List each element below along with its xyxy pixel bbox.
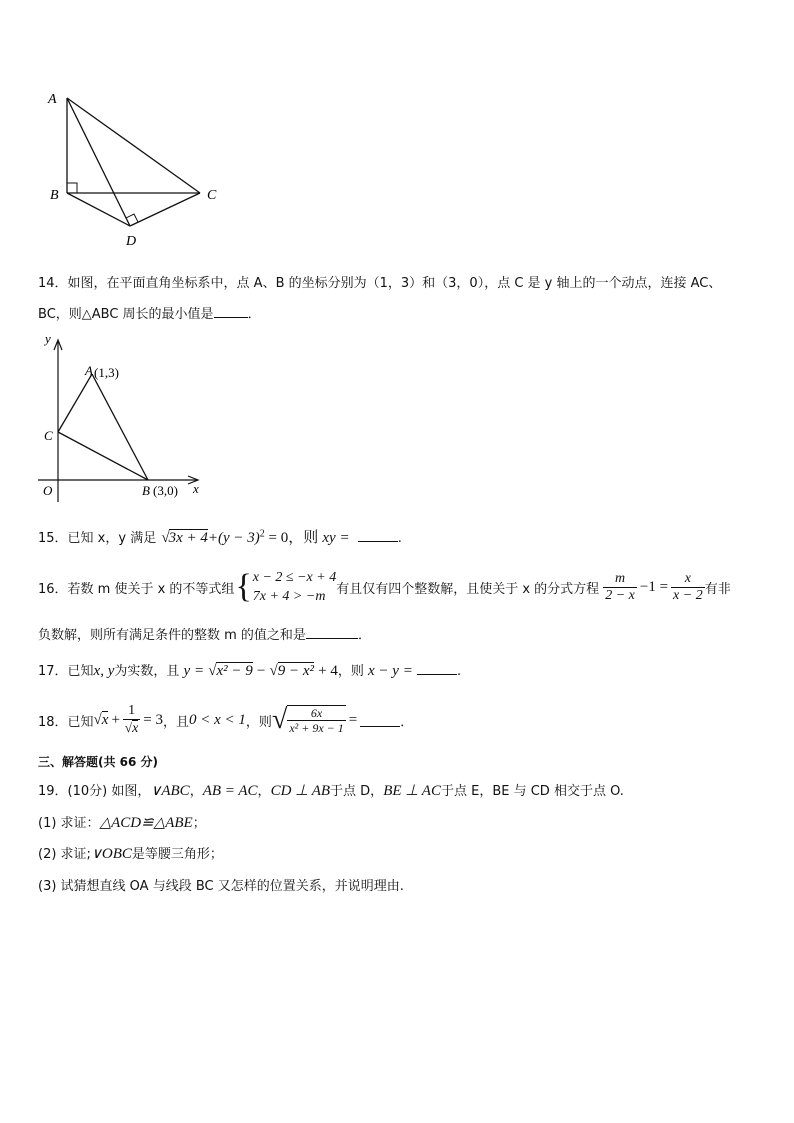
xy-expr: xy = — [322, 530, 350, 546]
label-c: C — [44, 428, 53, 443]
comma: ， — [257, 784, 271, 799]
q16-text: 16．若数 m 使关于 x 的不等式组 — [38, 581, 235, 597]
label-c: C — [207, 188, 217, 203]
fraction-2-den: x − 2 — [673, 587, 703, 603]
question-14-line1: 14．如图，在平面直角坐标系中，点 A、B 的坐标分别为（1，3）和（3，0），点 C 是 y 轴上的一个动点，连接 AC、 — [38, 276, 722, 291]
period: ． — [247, 307, 261, 322]
comma: ， — [189, 784, 203, 799]
condition-2: CD ⊥ AB — [270, 783, 331, 799]
period: . — [456, 664, 462, 679]
label-b: B — [50, 188, 59, 203]
q18-text-2: ，且 — [163, 714, 190, 730]
q15-text: 15．已知 x，y 满足 — [38, 531, 157, 546]
question-18 — [38, 698, 413, 742]
question-17 — [38, 660, 461, 680]
sqrt-sign: √ — [124, 720, 133, 735]
triangle-abc: ∨ABC — [150, 783, 190, 799]
condition-1: AB = AC — [202, 783, 258, 799]
triangle-figure-abcd — [40, 88, 240, 253]
q19-text-2: 于点 D， — [330, 784, 384, 799]
fraction-2 — [671, 571, 705, 604]
inequality-2: 7x + 4 > −m — [252, 589, 326, 604]
fraction-radicand — [287, 705, 345, 735]
equation-mid: −1 = — [639, 578, 669, 595]
minus-sign: − — [256, 663, 266, 679]
xy-vars: x, y — [93, 663, 115, 679]
q17-text-2: 为实数，且 — [114, 664, 180, 679]
q19-text-3: 于点 E，BE 与 CD 相交于点 O. — [440, 784, 624, 799]
question-19-part-1 — [38, 812, 206, 832]
fraction-2-num: x — [671, 571, 705, 588]
inequality-system — [253, 568, 336, 606]
label-a: A — [48, 92, 57, 107]
sqrt-radicand: 3x + 4 — [168, 530, 208, 546]
question-14-text: BC，则△ABC 周长的最小值是 — [38, 307, 214, 322]
period: ． — [357, 628, 371, 643]
answer-blank — [358, 529, 398, 542]
radicand-den: x² + 9x − 1 — [289, 721, 344, 735]
brace-icon: { — [235, 568, 252, 605]
part-1-label: (1) 求证： — [38, 816, 100, 831]
q17-text-3: ，则 — [337, 664, 364, 679]
label-a: A — [85, 363, 93, 378]
sqrt-x: x — [101, 712, 109, 728]
plus-sign: + — [111, 711, 120, 728]
answer-blank — [306, 626, 358, 639]
question-15 — [38, 526, 402, 547]
sqrt-sign: √ — [269, 663, 278, 679]
condition: 0 < x < 1 — [189, 711, 246, 728]
label-d: D — [126, 234, 137, 249]
q19-text: 19．(10分) 如图， — [38, 784, 151, 799]
label-a-coord: (1,3) — [94, 365, 119, 380]
sqrt-sign: √ — [161, 530, 170, 546]
q18-text: 18．已知 — [38, 714, 94, 730]
fraction-den-x: x — [132, 721, 139, 736]
equals-three: = 3 — [143, 711, 163, 728]
equals-zero: = 0，则 — [264, 530, 319, 546]
q18-text-3: ，则 — [245, 714, 272, 730]
question-19 — [38, 780, 624, 800]
q17-text: 17．已知 — [38, 664, 94, 679]
part-2-text: 是等腰三角形； — [131, 847, 223, 862]
label-o: O — [43, 483, 53, 498]
triangle-obc: ∨OBC — [90, 846, 132, 862]
question-19-part-2 — [38, 843, 223, 863]
answer-blank — [417, 662, 457, 675]
axis-y-label: y — [45, 331, 51, 346]
congruence: △ACD≌△ABE — [99, 815, 193, 831]
question-16 — [38, 566, 731, 608]
exponent: 2 — [259, 528, 265, 540]
section-heading: 三、解答题(共 66 分) — [38, 755, 159, 769]
y-equals: y = — [183, 663, 205, 679]
question-14-line2 — [38, 303, 261, 322]
inequality-1: x − 2 ≤ −x + 4 — [252, 570, 337, 585]
question-19-part-3: (3) 试猜想直线 OA 与线段 BC 又怎样的位置关系，并说明理由. — [38, 879, 404, 894]
period: ． — [400, 714, 414, 730]
sqrt-sign-large: √ — [271, 704, 288, 735]
label-b: B — [142, 483, 150, 498]
semicolon: ； — [192, 816, 206, 831]
fraction-den — [123, 720, 140, 737]
fraction-1 — [603, 571, 637, 604]
period: . — [397, 531, 402, 546]
axis-x-label: x — [193, 481, 199, 496]
plus-four: + 4 — [318, 663, 338, 679]
fraction-inv-sqrt — [123, 703, 140, 737]
fraction-1-num: m — [603, 571, 637, 588]
q16-text-4: 负数解，则所有满足条件的整数 m 的值之和是 — [38, 628, 306, 643]
square-term: +(y − 3) — [207, 530, 260, 546]
sqrt-sign: √ — [93, 711, 102, 728]
q16-text-2: 有且仅有四个整数解，且使关于 x 的分式方程 — [336, 581, 600, 597]
condition-3: BE ⊥ AC — [383, 783, 441, 799]
part-2-label: (2) 求证; — [38, 847, 91, 862]
answer-blank — [360, 714, 400, 727]
q16-text-3: 有非 — [704, 581, 731, 597]
answer-blank — [214, 305, 248, 318]
equals-sign: = — [348, 711, 358, 728]
sqrt-radicand-2: 9 − x² — [277, 663, 314, 679]
fraction-num: 1 — [123, 703, 140, 720]
fraction-1-den: 2 − x — [605, 587, 635, 603]
coordinate-figure — [30, 330, 215, 510]
question-16-line2 — [38, 624, 371, 643]
label-b-coord: (3,0) — [153, 483, 178, 498]
radicand-num: 6x — [287, 706, 345, 721]
sqrt-radicand-1: x² − 9 — [216, 663, 253, 679]
x-minus-y: x − y = — [368, 663, 413, 679]
sqrt-sign: √ — [208, 663, 217, 679]
